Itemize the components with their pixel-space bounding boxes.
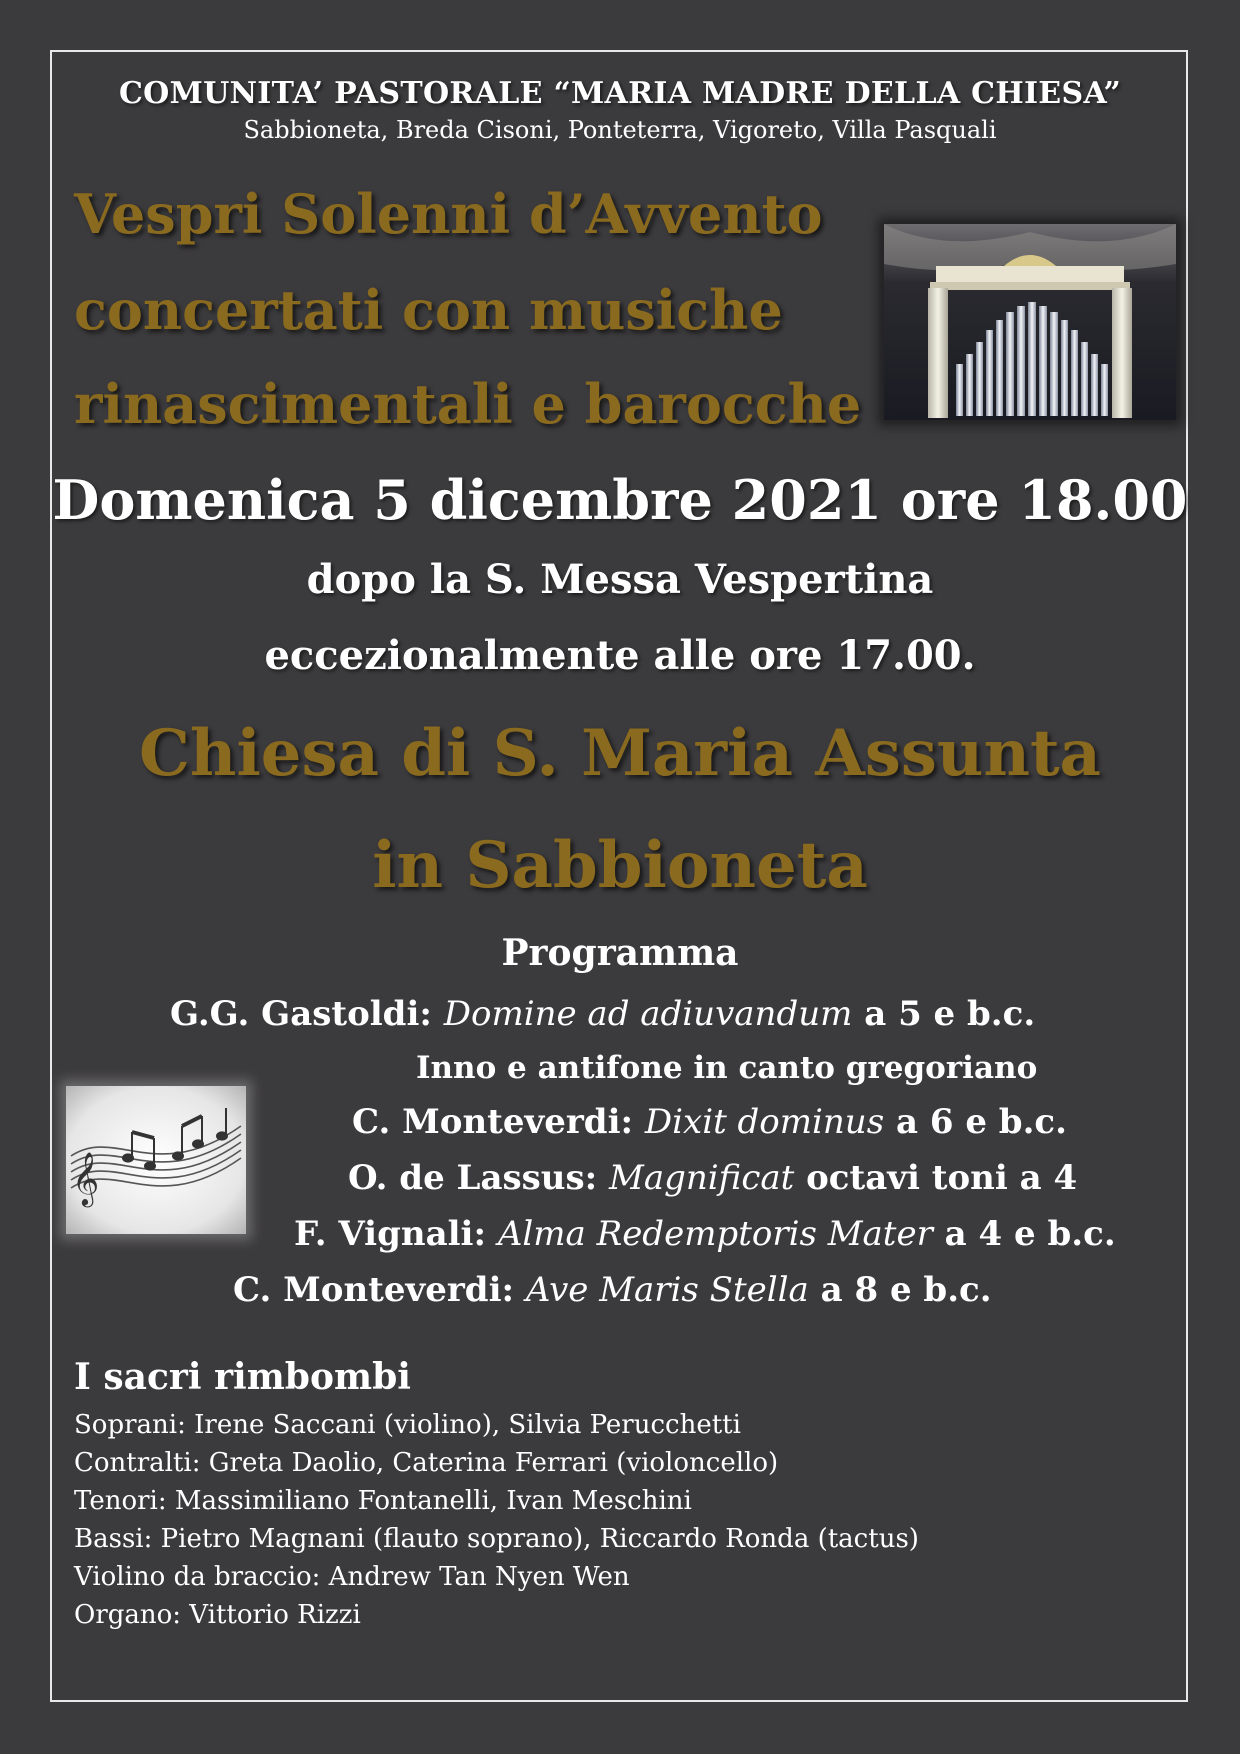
svg-text:𝄞: 𝄞 (72, 1151, 100, 1205)
program-item (233, 1270, 992, 1310)
ensemble-member: Tenori: Massimiliano Fontanelli, Ivan Meschini (74, 1486, 692, 1516)
event-title-line-2: concertati con musiche (74, 278, 783, 342)
venue-line-2: in Sabbioneta (372, 828, 868, 903)
program-composer: G.G. Gastoldi: (170, 994, 444, 1034)
program-item (416, 1050, 1037, 1086)
ensemble-member: Organo: Vittorio Rizzi (74, 1600, 361, 1630)
event-note-line-2: eccezionalmente alle ore 17.00. (264, 632, 976, 679)
event-date: Domenica 5 dicembre 2021 ore 18.00 (52, 468, 1188, 532)
program-detail: a 4 e b.c. (932, 1214, 1116, 1254)
program-work: Dixit dominus (644, 1102, 885, 1142)
program-detail: a 8 e b.c. (808, 1270, 992, 1310)
program-composer: F. Vignali: (294, 1214, 498, 1254)
program-item (348, 1158, 1077, 1198)
program-item (294, 1214, 1116, 1254)
program-item (170, 994, 1035, 1034)
ensemble-member: Bassi: Pietro Magnani (flauto soprano), Riccardo Ronda (tactus) (74, 1524, 919, 1554)
program-work: Alma Redemptoris Mater (497, 1214, 933, 1254)
organ-photo (884, 224, 1176, 420)
program-detail: a 5 e b.c. (852, 994, 1036, 1034)
ensemble-member: Soprani: Irene Saccani (violino), Silvia Perucchetti (74, 1410, 741, 1440)
ensemble-member: Contralti: Greta Daolio, Caterina Ferrari (violoncello) (74, 1448, 779, 1478)
program-title: Programma (501, 932, 739, 974)
program-composer: O. de Lassus: (348, 1158, 610, 1198)
program-composer: C. Monteverdi: (233, 1270, 526, 1310)
event-title-line-1: Vespri Solenni d’Avvento (74, 182, 823, 246)
program-work: Magnificat (609, 1158, 795, 1198)
venue-line-1: Chiesa di S. Maria Assunta (138, 716, 1102, 791)
program-work: Domine ad adiuvandum (443, 994, 853, 1034)
community-name: COMUNITA’ PASTORALE “MARIA MADRE DELLA CHIESA” (118, 76, 1122, 111)
event-note-line-1: dopo la S. Messa Vespertina (306, 556, 934, 603)
program-composer: C. Monteverdi: (352, 1102, 645, 1142)
program-detail: Inno e antifone in canto gregoriano (416, 1050, 1038, 1086)
program-detail: octavi toni a 4 (794, 1158, 1078, 1198)
program-work: Ave Maris Stella (525, 1270, 809, 1310)
program-detail: a 6 e b.c. (884, 1102, 1067, 1142)
ensemble-name: I sacri rimbombi (74, 1356, 411, 1398)
music-notes-picture (66, 1086, 246, 1234)
program-item (352, 1102, 1067, 1142)
ensemble-member: Violino da braccio: Andrew Tan Nyen Wen (74, 1562, 630, 1592)
event-title-line-3: rinascimentali e barocche (74, 372, 862, 436)
parishes-list: Sabbioneta, Breda Cisoni, Ponteterra, Vigoreto, Villa Pasquali (243, 116, 997, 144)
